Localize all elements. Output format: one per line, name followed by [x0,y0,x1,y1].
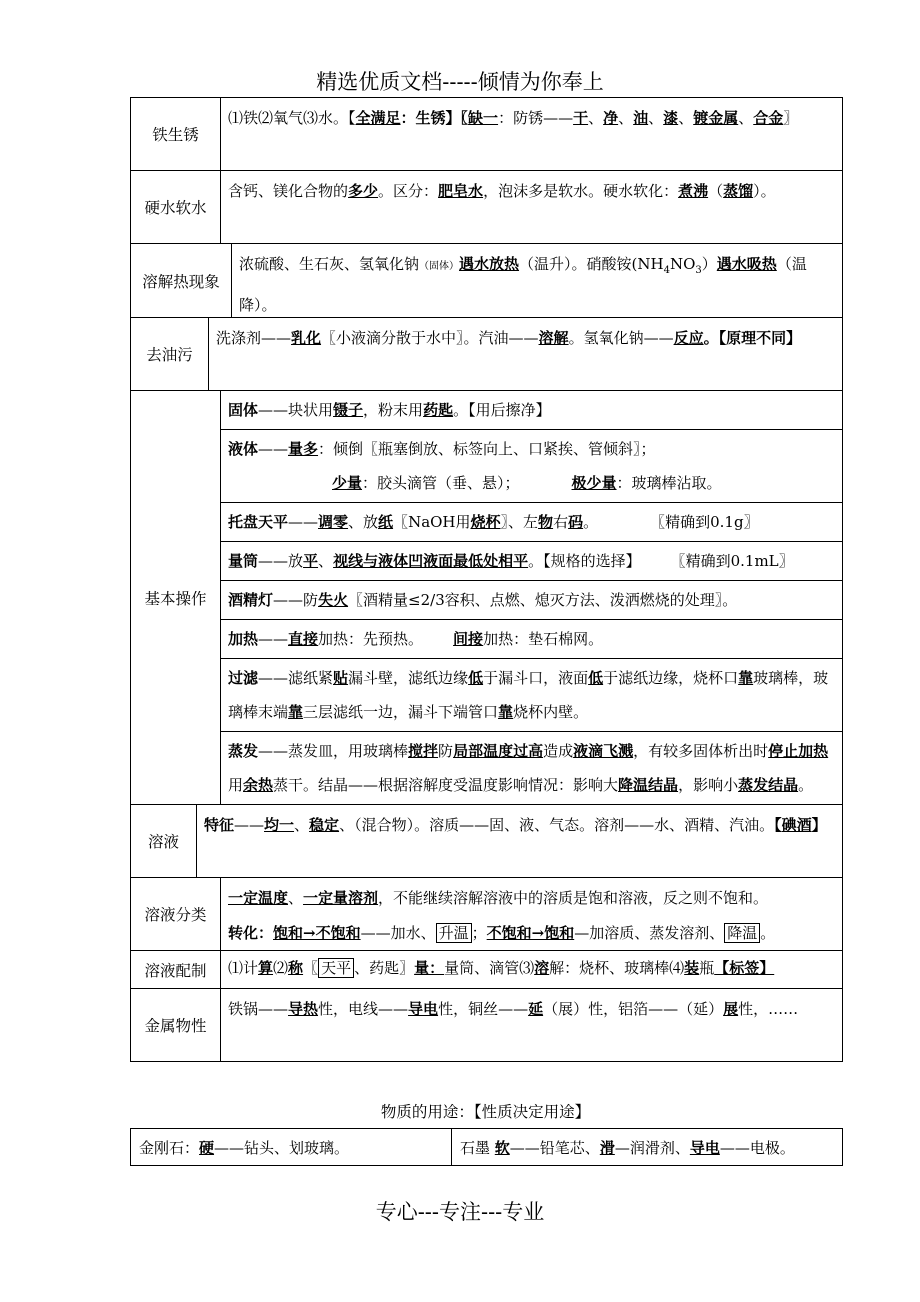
row-metal-properties [131,988,842,1061]
uses-graphite [452,1129,842,1165]
row-label: 溶液 [131,805,197,877]
keyword: 烧杯 [470,513,501,531]
text: 。区分： [378,182,439,200]
text: 〗、左 [500,513,539,531]
keyword: 漆 [663,109,679,127]
text: ⑴铁⑵氧气⑶水。【 [228,109,356,127]
text: （展）性，铝箔——（延） [543,1000,724,1018]
keyword: 乳化 [291,329,322,347]
keyword: 缺一 [468,109,499,127]
row-content [221,98,842,170]
keyword: 调零 [318,513,349,531]
heading: 转化： [228,924,274,942]
text: ——放 [258,552,304,570]
text: 。【原理不同】 [703,329,802,347]
keyword: 蒸发结晶 [738,776,799,794]
text: 三层滤纸一边，漏斗下端管口 [303,703,499,721]
row-label: 基本操作 [131,391,221,804]
row-solution [131,804,842,877]
text: 】 [811,816,827,834]
row-content [197,805,842,877]
keyword: 平 [303,552,319,570]
text: 、药匙〗 [354,959,415,977]
row-solution-classification [131,877,842,950]
text: 用 [228,776,244,794]
row-dissolution-heat [131,243,842,317]
row-label: 溶液分类 [131,878,221,950]
document-footer: 专心---专注---专业 [375,1200,545,1224]
text: 、 [294,816,310,834]
keyword: 物 [538,513,554,531]
keyword: 反应 [673,329,704,347]
keyword: 软 [494,1138,510,1157]
text: ，有较多固体析出时 [633,742,769,760]
text: ——加水、 [360,924,436,942]
keyword: 【标签】 [714,959,775,977]
text: —加溶质、蒸发溶剂、 [574,924,725,942]
keyword: 搅拌 [408,742,439,760]
text: ，不能继续溶解溶液中的溶质是饱和溶液，反之则不饱和。 [378,889,769,907]
heading: 托盘天平 [228,513,289,531]
op-solid [221,391,842,429]
keyword: 干 [573,109,589,127]
row-solution-preparation [131,950,842,988]
separator: 、 [738,109,754,127]
text: 。【规格的选择】 [528,552,641,570]
text: 〖小液滴分散于水中〗。汽油—— [321,329,539,347]
text: 含钙、镁化合物的 [228,182,349,200]
keyword: 局部温度过高 [453,742,544,760]
keyword: 靠 [288,703,304,721]
row-basic-operations [131,390,842,804]
text: 石墨 [460,1138,495,1157]
keyword: 煮沸 [678,182,709,200]
keyword: 展 [723,1000,739,1018]
keyword: 遇水吸热 [716,255,777,273]
keyword: 滑 [599,1138,615,1157]
small-note: （固体） [419,261,460,272]
keyword: 合金 [753,109,784,127]
keyword: 不饱和→饱和 [486,924,575,942]
text: ⑵ [273,959,289,977]
keyword: 低 [468,669,484,687]
row-content [209,318,842,390]
row-grease-removal [131,317,842,390]
text: 右 [553,513,569,531]
keyword: 油 [633,109,649,127]
text: 于漏斗口，液面 [483,669,589,687]
keyword: 镀金属 [693,109,739,127]
row-content [221,989,842,1061]
text: 〖 [303,959,319,977]
op-evaporation [221,731,842,804]
keyword: 导热 [288,1000,319,1018]
keyword: 极少量 [571,474,617,492]
text: 【 [774,816,782,834]
text: 浓硫酸、生石灰、氢氧化钠 [239,255,420,273]
text: 造成 [543,742,574,760]
text: （温升）。硝酸铵(NH [519,255,664,273]
text: 加热：先预热。 [318,630,424,648]
keyword: 降温结晶 [618,776,679,794]
row-label: 溶液配制 [131,951,221,988]
op-alcohol-lamp [221,580,842,619]
separator: 、 [678,109,694,127]
keyword: 全满足 [355,109,401,127]
row-rust [131,98,842,170]
op-cylinder [221,541,842,580]
text: 于滤纸边缘，烧杯口 [603,669,739,687]
keyword: 靠 [738,669,754,687]
text: （ [708,182,724,200]
text: ，粉末用 [363,401,424,419]
text: 漏斗壁，滤纸边缘 [348,669,469,687]
text: 性，铜丝—— [438,1000,529,1018]
keyword: 硬 [199,1138,215,1157]
separator: 、 [618,109,634,127]
text: ——钻头、划玻璃。 [214,1138,350,1157]
text: 防 [438,742,454,760]
keyword: 间接 [453,630,484,648]
text: 洗涤剂—— [216,329,292,347]
row-content [221,171,842,243]
text: 玻璃棒，玻璃棒末端 [228,669,829,721]
keyword: 称 [288,959,304,977]
heading: 量筒 [228,552,259,570]
document-header: 精选优质文档-----倾情为你奉上 [316,70,604,94]
keyword: 净 [603,109,619,127]
op-filtration [221,658,842,731]
row-label: 硬水软水 [131,171,221,243]
keyword: 停止加热 [768,742,829,760]
keyword: 稳定 [309,816,340,834]
text: 、 [288,889,304,907]
keyword: 少量 [332,474,363,492]
keyword: 一定温度 [228,889,289,907]
text: 性，…… [738,1000,799,1018]
text: ，影响小 [678,776,739,794]
text: 金刚石： [139,1138,200,1157]
text: 烧杯内壁。 [513,703,589,721]
row-content [221,878,842,950]
operations-list [221,391,842,804]
keyword: 饱和→不饱和 [273,924,361,942]
keyword: 溶解 [538,329,569,347]
text: —— [288,513,319,531]
precision-note: 〖精确到0.1g〗 [650,513,759,531]
uses-title: 物质的用途：【性质决定用途】 [380,1103,591,1121]
text: （温降）。 [239,255,807,314]
text: 蒸干。结晶——根据溶解度受温度影响情况：影响大 [273,776,619,794]
text: ——防 [273,591,319,609]
keyword: 溶 [534,959,550,977]
uses-table [130,1128,843,1166]
text: ：防锈—— [498,109,574,127]
text: ：玻璃棒沾取。 [616,474,722,492]
text: ：倾倒〖瓶塞倒放、标签向上、口紧挨、管倾斜〗； [318,440,656,458]
text: ——滤纸紧 [258,669,334,687]
keyword: 低 [588,669,604,687]
separator: 、 [648,109,664,127]
text: 解：烧杯、玻璃棒⑷ [549,959,685,977]
keyword: 码 [568,513,584,531]
boxed-text: 升温 [436,923,472,943]
op-liquid [221,429,842,502]
text: 。【用后擦净】 [453,401,551,419]
text: —— [234,816,265,834]
heading: 液体 [228,440,259,458]
keyword: 纸 [378,513,394,531]
text: ，泡沫多是软水。硬水软化： [483,182,679,200]
subscript: 4 [663,265,670,276]
heading: 蒸发 [228,742,259,760]
text: ——电极。 [719,1138,795,1157]
keyword: 量： [414,959,445,977]
keyword: 视线与液体凹液面最低处相平 [333,552,529,570]
row-hard-water [131,170,842,243]
text: 〗 [783,109,799,127]
keyword: 肥皂水 [438,182,484,200]
keyword: 失火 [318,591,349,609]
keyword: 量多 [288,440,319,458]
text: ——铅笔芯、 [509,1138,600,1157]
text: 瓶 [699,959,715,977]
text: ——块状用 [258,401,334,419]
row-label: 金属物性 [131,989,221,1061]
keyword: 导电 [408,1000,439,1018]
keyword: 蒸馏 [723,182,754,200]
text: 、（混合物）。溶质——固、液、气态。溶剂——水、酒精、汽油。 [339,816,775,834]
text: ：生锈】〖 [400,109,469,127]
keyword: 一定量溶剂 [303,889,379,907]
text: 、放 [348,513,379,531]
boxed-text: 天平 [318,958,354,978]
text: 、 [318,552,334,570]
row-label: 溶解热现象 [131,244,232,317]
row-label: 铁生锈 [131,98,221,170]
text: 。氢氧化钠—— [568,329,674,347]
keyword: 均一 [264,816,295,834]
text: ：胶头滴管（垂、悬）； [362,474,520,492]
row-content [232,244,842,317]
text: 铁锅—— [228,1000,289,1018]
keyword: 贴 [333,669,349,687]
heading: 加热 [228,630,259,648]
text: 。 [798,776,814,794]
keyword: 装 [684,959,700,977]
keyword: 多少 [348,182,379,200]
op-balance [221,502,842,541]
text: 。 [583,513,599,531]
precision-note: 〖精确到0.1mL〗 [670,552,794,570]
text: 加热：垫石棉网。 [483,630,604,648]
separator: 、 [588,109,604,127]
keyword: 药匙 [423,401,454,419]
keyword: 直接 [288,630,319,648]
subscript: 3 [695,265,702,276]
text: —— [258,440,289,458]
heading: 酒精灯 [228,591,274,609]
heading: 过滤 [228,669,259,687]
op-heating [221,619,842,658]
text: ； [471,924,487,942]
keyword: 算 [258,959,274,977]
keyword: 液滴飞溅 [573,742,634,760]
keyword: 遇水放热 [459,255,520,273]
heading: 特征 [204,816,235,834]
text: 。 [760,924,776,942]
keyword: 镊子 [333,401,364,419]
text: 〖酒精量≤2/3容积、点燃、熄灭方法、泼洒燃烧的处理〗。 [348,591,738,609]
text: —— [258,630,289,648]
row-content [221,951,842,988]
uses-diamond [131,1129,452,1165]
keyword: 余热 [243,776,274,794]
heading: 固体 [228,401,259,419]
text: ⑴计 [228,959,259,977]
row-label: 去油污 [131,318,209,390]
knowledge-table [130,97,843,1062]
text: 量筒、滴管⑶ [444,959,535,977]
text: ）。 [753,182,776,200]
keyword: 碘酒 [781,816,812,834]
text: 性，电线—— [318,1000,409,1018]
keyword: 导电 [689,1138,720,1157]
text: 〖NaOH用 [393,513,471,531]
text: —润滑剂、 [614,1138,690,1157]
keyword: 靠 [498,703,514,721]
boxed-text: 降温 [724,923,760,943]
text: NO [669,255,696,273]
text: ——蒸发皿，用玻璃棒 [258,742,409,760]
text: ） [701,255,717,273]
keyword: 延 [528,1000,544,1018]
